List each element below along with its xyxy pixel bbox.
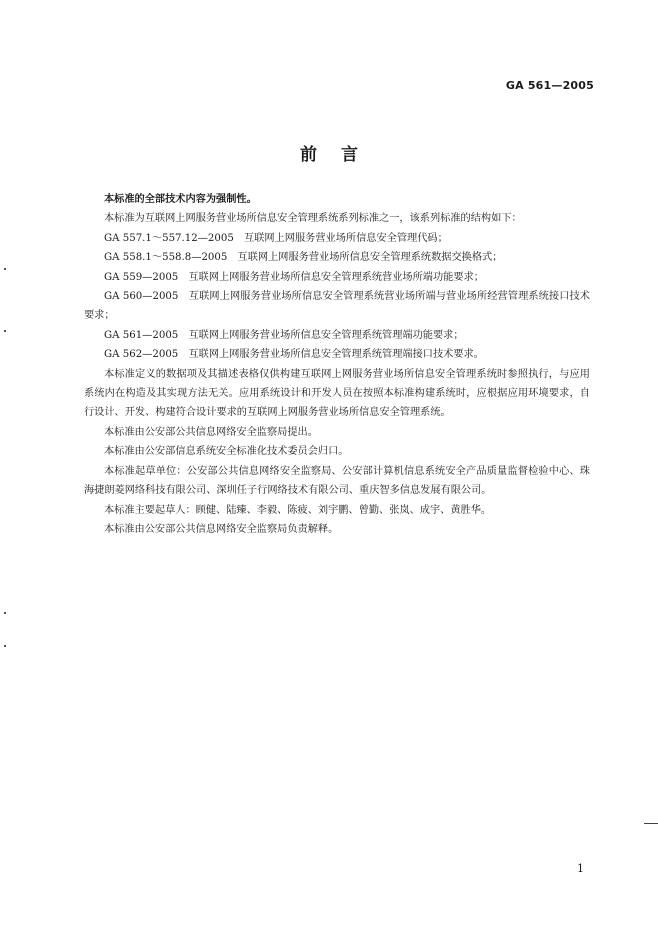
standard-code-header: GA 561—2005 — [505, 79, 594, 92]
paragraph-interpretation: 本标准由公安部公共信息网络安全监察局负责解释。 — [104, 523, 339, 535]
scan-mark — [4, 612, 6, 614]
paragraph-drafting-units: 本标准起草单位：公安部公共信息网络安全监察局、公安部计算机信息系统安全产品质量监督检验中心、珠海捷朗菱网络科技有限公司、深圳任子行网络技术有限公司、重庆智多信息发展有限公司。 — [84, 465, 590, 497]
edge-rule — [644, 823, 658, 824]
scan-mark — [4, 268, 6, 270]
standard-item-557: GA 557.1～557.12—2005 互联网上网服务营业场所信息安全管理代码； — [104, 232, 448, 244]
standard-item-562: GA 562—2005 互联网上网服务营业场所信息安全管理系统管理端接口技术要求。 — [104, 349, 484, 361]
standard-item-559: GA 559—2005 互联网上网服务营业场所信息安全管理系统营业场所端功能要求； — [104, 271, 484, 283]
paragraph-mandatory: 本标准的全部技术内容为强制性。 — [104, 193, 257, 205]
scan-mark — [4, 330, 6, 332]
paragraph-drafters: 本标准主要起草人：顾健、陆臻、李毅、陈疲、刘宇鹏、曾勤、张岚、成宇、黄胜华。 — [104, 504, 492, 516]
standard-item-560: GA 560—2005 互联网上网服务营业场所信息安全管理系统营业场所端与营业场所经营管理系统接口技术要求； — [84, 291, 590, 322]
page-title: 前言 — [300, 145, 382, 165]
foreword-body — [84, 190, 590, 539]
paragraph-definition: 本标准定义的数据项及其描述表格仅供构建互联网上网服务营业场所信息安全管理系统时参照执行，与应用系统内在构造及其实现方法无关。应用系统设计和开发人员在按照本标准构建系统时，应根据应用环境要求，自行设计、开发、构建符合设计要求的互联网上网服务营业场所信息安全管理系统。 — [84, 368, 590, 419]
scan-mark — [4, 645, 6, 647]
standard-item-558: GA 558.1～558.8—2005 互联网上网服务营业场所信息安全管理系统数据交换格式； — [104, 252, 503, 264]
paragraph-centralized: 本标准由公安部信息系统安全标准化技术委员会归口。 — [104, 446, 349, 458]
page-number: 1 — [577, 862, 584, 875]
paragraph-proposer: 本标准由公安部公共信息网络安全监察局提出。 — [104, 426, 318, 438]
paragraph-series-intro: 本标准为互联网上网服务营业场所信息安全管理系统系列标准之一，该系列标准的结构如下： — [104, 213, 522, 225]
standard-item-561: GA 561—2005 互联网上网服务营业场所信息安全管理系统管理端功能要求； — [104, 329, 464, 341]
